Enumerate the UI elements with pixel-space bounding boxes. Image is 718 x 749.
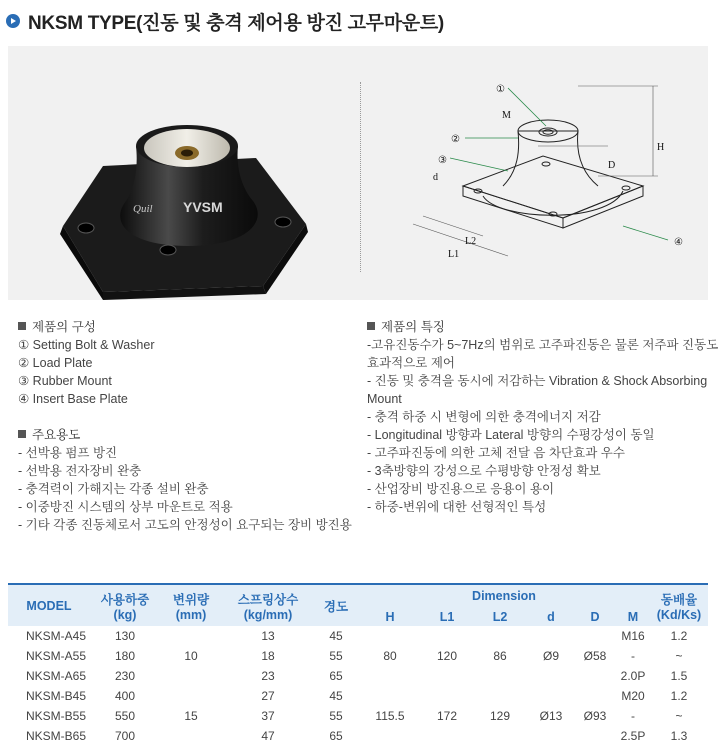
cell-h: 115.5: [375, 709, 405, 723]
cell-disp: [160, 726, 222, 746]
cell-l1: 120: [436, 649, 458, 663]
cell-d-small: [528, 666, 574, 686]
cell-m: M16: [621, 629, 645, 643]
cell-model: NKSM-A45: [26, 629, 87, 643]
cell-model: NKSM-B65: [26, 729, 87, 743]
cell-d-small: Ø9: [542, 649, 559, 663]
feature-item: -고유진동수가 5~7Hz의 범위로 고주파진동은 물론 저주파 진동도: [367, 338, 718, 352]
cell-m: 2.0P: [620, 669, 646, 683]
cell-l1: [422, 686, 472, 706]
col-model: MODEL: [8, 584, 90, 626]
col-hardness: 경도: [314, 584, 358, 626]
col-spring-constant: 스프링상수 (kg/mm): [222, 584, 314, 626]
col-dim-l1: L1: [422, 607, 472, 626]
cell-spring: 18: [261, 649, 275, 663]
cell-hardness: 45: [329, 629, 343, 643]
features-section: [367, 318, 718, 516]
product-brand-text: YVSM: [183, 199, 223, 215]
cell-d: [574, 726, 616, 746]
features-heading: 제품의 특징: [381, 320, 445, 334]
spec-table-wrapper: [8, 583, 708, 746]
cell-h: 80: [383, 649, 397, 663]
composition-item: ① Setting Bolt & Washer: [18, 338, 155, 352]
col-dim-m: M: [616, 607, 650, 626]
table-row: [8, 686, 708, 706]
feature-item: - Longitudinal 방향과 Lateral 방향의 수평강성이 동일: [367, 428, 655, 442]
cell-model: NKSM-A65: [26, 669, 87, 683]
cell-hardness: 65: [329, 669, 343, 683]
cell-load: 550: [114, 709, 136, 723]
usage-item: - 충격력이 가해지는 각종 설비 완충: [18, 482, 209, 496]
table-row: [8, 666, 708, 686]
feature-item: - 3축방향의 강성으로 수평방향 안정성 확보: [367, 464, 601, 478]
usage-item: - 선박용 펌프 방진: [18, 446, 118, 460]
cell-h: [358, 686, 422, 706]
cell-ratio: 1.5: [670, 669, 688, 683]
composition-section: [18, 318, 352, 534]
cell-hardness: 65: [329, 729, 343, 743]
cell-disp: 10: [184, 649, 198, 663]
cell-d-small: [528, 726, 574, 746]
cell-disp: 15: [184, 709, 198, 723]
table-row: [8, 646, 708, 666]
square-bullet-icon: [367, 322, 375, 330]
cell-ratio: ~: [675, 709, 683, 723]
cell-spring: 37: [261, 709, 275, 723]
technical-drawing: [368, 46, 708, 300]
callout-3: ③: [438, 155, 447, 166]
composition-item: ② Load Plate: [18, 356, 93, 370]
dim-d-label: D: [608, 160, 616, 171]
cell-d-small: [528, 686, 574, 706]
table-row: [8, 726, 708, 746]
cell-d-small: [528, 626, 574, 646]
feature-item: - 하중-변위에 대한 선형적인 특성: [367, 500, 547, 514]
col-dim-l2: L2: [472, 607, 528, 626]
product-photo: [8, 46, 353, 300]
table-row: [8, 626, 708, 646]
col-displacement: 변위량 (mm): [160, 584, 222, 626]
spec-table: [8, 583, 708, 746]
product-image-panel: [8, 46, 708, 300]
col-dynamic-ratio: 동배율 (Kd/Ks): [650, 584, 708, 626]
cell-l1: [422, 626, 472, 646]
cell-disp: [160, 666, 222, 686]
feature-item: - 진동 및 충격을 동시에 저감하는 Vibration & Shock Absorbing: [367, 374, 708, 388]
callout-1: ①: [496, 84, 505, 95]
cell-ratio: 1.2: [670, 629, 688, 643]
cell-d: [574, 666, 616, 686]
page-header: [6, 7, 444, 35]
cell-l2: [472, 726, 528, 746]
cell-spring: 23: [261, 669, 275, 683]
usage-item: - 이중방진 시스템의 상부 마운트로 적용: [18, 500, 233, 514]
cell-d: Ø58: [583, 649, 607, 663]
cell-ratio: 1.2: [670, 689, 688, 703]
usage-heading: 주요용도: [32, 428, 81, 442]
cell-hardness: 55: [329, 649, 343, 663]
dim-m-label: M: [502, 110, 511, 121]
cell-disp: [160, 686, 222, 706]
feature-item: - 고주파진동에 의한 고체 전달 음 차단효과 우수: [367, 446, 625, 460]
cell-h: [358, 626, 422, 646]
cell-hardness: 45: [329, 689, 343, 703]
image-divider: [360, 82, 361, 272]
cell-l2: [472, 686, 528, 706]
usage-item: - 기타 각종 진동체로서 고도의 안정성이 요구되는 장비 방진용: [18, 518, 352, 532]
page-title: NKSM TYPE(진동 및 충격 제어용 방진 고무마운트): [28, 12, 444, 34]
cell-h: [358, 726, 422, 746]
cell-l1: 172: [436, 709, 458, 723]
feature-item: Mount: [367, 392, 402, 406]
cell-load: 700: [114, 729, 136, 743]
cell-ratio: 1.3: [670, 729, 688, 743]
cell-spring: 47: [261, 729, 275, 743]
composition-item: ③ Rubber Mount: [18, 374, 112, 388]
cell-spring: 27: [261, 689, 275, 703]
cell-load: 180: [114, 649, 136, 663]
cell-model: NKSM-A55: [26, 649, 87, 663]
cell-d: [574, 626, 616, 646]
product-logo-text: Quil: [133, 203, 153, 215]
col-dimension: Dimension: [358, 584, 650, 607]
col-load: 사용하중 (kg): [90, 584, 160, 626]
cell-d: [574, 686, 616, 706]
cell-l1: [422, 666, 472, 686]
table-row: [8, 706, 708, 726]
dim-h-label: H: [657, 142, 665, 153]
cell-load: 230: [114, 669, 136, 683]
cell-model: NKSM-B45: [26, 689, 87, 703]
cell-d: Ø93: [583, 709, 607, 723]
usage-item: - 선박용 전자장비 완충: [18, 464, 142, 478]
feature-item: - 충격 하중 시 변형에 의한 충격에너지 저감: [367, 410, 601, 424]
square-bullet-icon: [18, 322, 26, 330]
dim-small-d-label: d: [433, 172, 438, 183]
dim-l1-label: L1: [448, 249, 460, 260]
cell-l1: [422, 726, 472, 746]
callout-4: ④: [674, 237, 683, 248]
cell-m: 2.5P: [620, 729, 646, 743]
cell-ratio: ~: [675, 649, 683, 663]
cell-hardness: 55: [329, 709, 343, 723]
dim-l2-label: L2: [465, 236, 477, 247]
col-dim-d: D: [574, 607, 616, 626]
col-dim-h: H: [358, 607, 422, 626]
cell-m: M20: [621, 689, 645, 703]
circle-arrow-icon: [6, 14, 20, 28]
feature-item: 효과적으로 제어: [367, 356, 455, 370]
callout-2: ②: [451, 134, 460, 145]
composition-item: ④ Insert Base Plate: [18, 392, 128, 406]
cell-model: NKSM-B55: [26, 709, 87, 723]
feature-item: - 산업장비 방진용으로 응용이 용이: [367, 482, 555, 496]
cell-l2: 86: [493, 649, 507, 663]
cell-load: 130: [114, 629, 136, 643]
cell-d-small: Ø13: [539, 709, 563, 723]
composition-heading: 제품의 구성: [32, 320, 96, 334]
cell-l2: [472, 626, 528, 646]
cell-spring: 13: [261, 629, 275, 643]
square-bullet-icon: [18, 430, 26, 438]
cell-l2: [472, 666, 528, 686]
cell-m: -: [631, 649, 635, 663]
cell-m: -: [631, 709, 635, 723]
cell-load: 400: [114, 689, 136, 703]
col-dim-d-small: d: [528, 607, 574, 626]
cell-disp: [160, 626, 222, 646]
cell-l2: 129: [489, 709, 511, 723]
cell-h: [358, 666, 422, 686]
